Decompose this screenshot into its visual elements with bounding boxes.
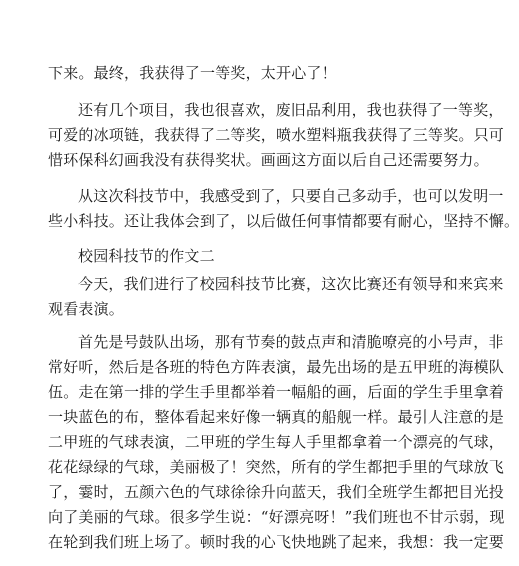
paragraph-1: [48, 61, 466, 86]
text-line: 观看表演。: [48, 300, 125, 318]
text-line: 二甲班的气球表演，二甲班的学生每人手里都拿着一个漂亮的气球，: [48, 433, 505, 451]
text-line: 些小科技。还让我体会到了，以后做任何事情都要有耐心，坚持不懈。: [48, 212, 519, 230]
text-line: 下来。最终，我获得了一等奖，太开心了！: [48, 64, 337, 82]
text-line: 首先是号鼓队出场，那有节奏的鼓点声和清脆嘹亮的小号声，非: [78, 333, 504, 351]
text-line: 一块蓝色的布，整体看起来好像一辆真的船舰一样。最引人注意的是: [48, 408, 505, 426]
text-line: 今天，我们进行了校园科技节比赛，这次比赛还有领导和来宾来: [78, 275, 504, 293]
text-line: 常好听，然后是各班的特色方阵表演，最先出场的是五甲班的海模队: [48, 358, 505, 376]
section-heading: [48, 244, 466, 269]
text-line: 伍。走在第一排的学生手里都举着一幅船的画，后面的学生手里拿着: [48, 383, 505, 401]
text-line: 可爱的冰项链，我获得了二等奖，喷水塑料瓶我获得了三等奖。只可: [48, 126, 505, 144]
text-line: 在轮到我们班上场了。顿时我的心飞快地跳了起来，我想：我一定要: [48, 533, 505, 551]
text-line: 花花绿绿的气球，美丽极了！突然，所有的学生都把手里的气球放飞: [48, 458, 505, 476]
text-line: 从这次科技节中，我感受到了，只要自己多动手，也可以发明一: [78, 187, 504, 205]
text-line: 还有几个项目，我也很喜欢，废旧品利用，我也获得了一等奖，: [78, 101, 504, 119]
text-line: 了，霎时，五颜六色的气球徐徐升向蓝天，我们全班学生都把目光投: [48, 483, 505, 501]
paragraph-3: [48, 184, 519, 234]
paragraph-5: [48, 330, 505, 555]
paragraph-4: [48, 272, 504, 322]
text-line: 向了美丽的气球。很多学生说：“好漂亮呀！”我们班也不甘示弱，现: [48, 508, 505, 526]
paragraph-2: [48, 98, 505, 173]
heading-text: 校园科技节的作文二: [78, 247, 215, 265]
text-line: 惜环保科幻画我没有获得奖状。画画这方面以后自己还需要努力。: [48, 151, 489, 169]
